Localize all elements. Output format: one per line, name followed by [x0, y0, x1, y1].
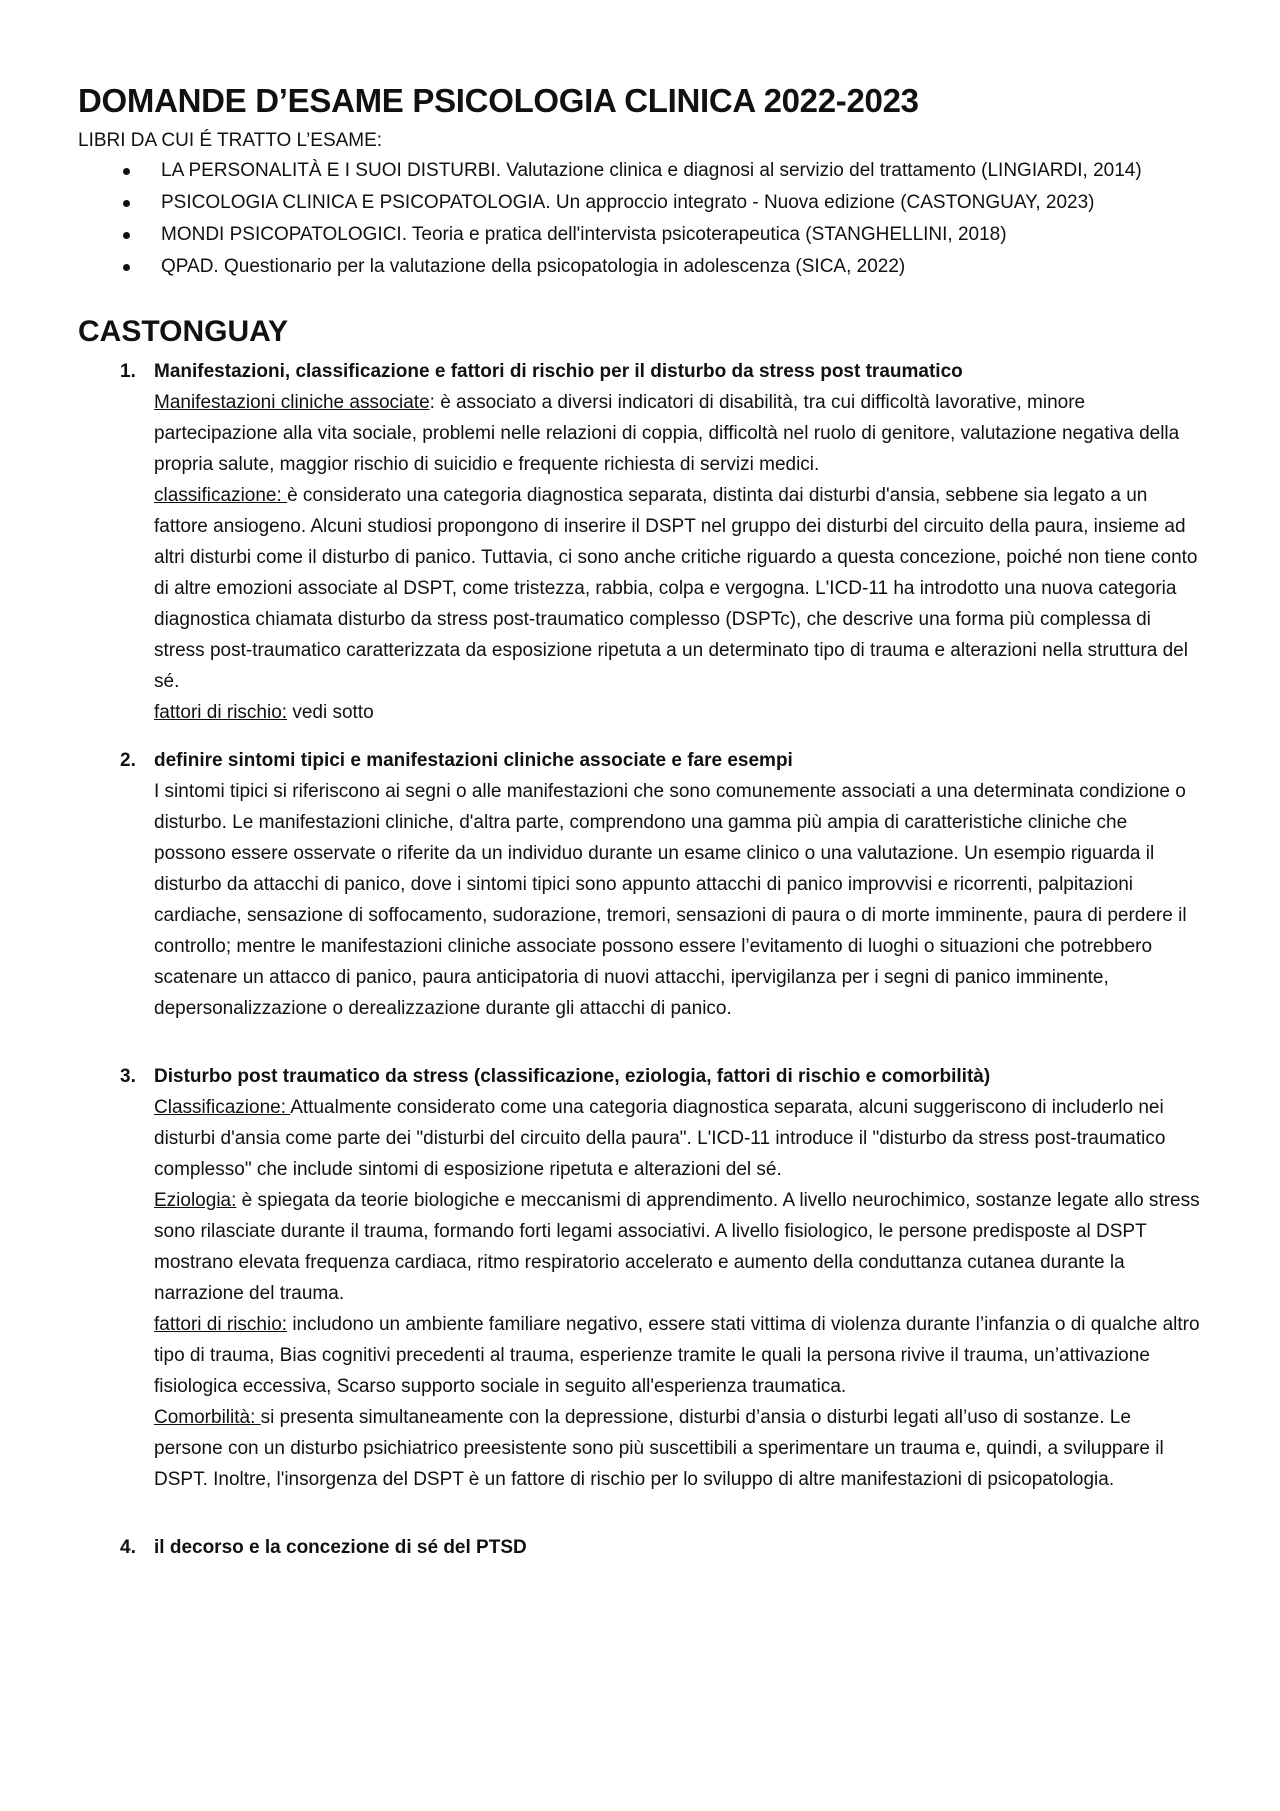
- answer-paragraph: [154, 387, 1202, 480]
- bullet-icon: [123, 264, 130, 271]
- question-number: 1.: [120, 361, 136, 382]
- questions-list: [78, 356, 1202, 1563]
- answer-text: I sintomi tipici si riferiscono ai segni o alle manifestazioni che sono comunemente associati a una determinata condizione o disturbo. Le manifestazioni cliniche, d'altra parte, comprendono una gamma più ampia di caratteristiche cliniche che possono essere osservate o riferite da un individuo durante un esame clinico o una valutazione. Un esempio riguarda il disturbo da attacchi di panico, dove i sintomi tipici sono appunto attacchi di panico improvvisi e ricorrenti, palpitazioni cardiache, sensazione di soffocamento, sudorazione, tremori, sensazioni di paura o di morte imminente, paura di perdere il controllo; mentre le manifestazioni cliniche associate possono essere l’evitamento di luoghi o situazioni che potrebbero scatenare un attacco di panico, paura anticipatoria di nuovi attacchi, ipervigilanza per i segni di panico imminente, depersonalizzazione o derealizzazione durante gli attacchi di panico.: [154, 781, 1187, 1019]
- question-title: Manifestazioni, classificazione e fattori di rischio per il disturbo da stress post traumatico: [154, 361, 963, 382]
- answer-paragraph: [154, 480, 1202, 697]
- answer-text: vedi sotto: [287, 702, 374, 723]
- books-heading: LIBRI DA CUI É TRATTO L’ESAME:: [78, 130, 383, 151]
- answer-text: è considerato una categoria diagnostica separata, distinta dai disturbi d'ansia, sebbene sia legato a un fattore ansiogeno. Alcuni studiosi propongono di inserire il DSPT nel gruppo dei disturbi del circuito della paura, insieme ad altri disturbi come il disturbo di panico. Tuttavia, ci sono anche critiche riguardo a questa concezione, poiché non tiene conto di altre emozioni associate al DSPT, come tristezza, rabbia, colpa e vergogna. L'ICD-11 ha introdotto una nuova categoria diagnostica chiamata disturbo da stress post-traumatico complesso (DSPTc), che descrive una forma più complessa di stress post-traumatico caratterizzata da esposizione ripetuta a un determinato tipo di trauma e alterazioni nella struttura del sé.: [154, 485, 1198, 692]
- bullet-icon: [123, 168, 130, 175]
- book-item: [78, 252, 1202, 282]
- question-body: [154, 387, 1202, 728]
- question-title: definire sintomi tipici e manifestazioni cliniche associate e fare esempi: [154, 750, 793, 771]
- book-text: MONDI PSICOPATOLOGICI. Teoria e pratica dell'intervista psicoterapeutica (STANGHELLINI, 2018): [161, 224, 1007, 245]
- answer-paragraph: [154, 776, 1202, 1024]
- answer-paragraph: [154, 1309, 1202, 1402]
- question-title: il decorso e la concezione di sé del PTSD: [154, 1537, 527, 1558]
- answer-text: includono un ambiente familiare negativo, essere stati vittima di violenza durante l’infanzia o di qualche altro tipo di trauma, Bias cognitivi precedenti al trauma, esperienze tramite le quali la persona rivive il trauma, un’attivazione fisiologica eccessiva, Scarso supporto sociale in seguito all'esperienza traumatica.: [154, 1314, 1200, 1397]
- question-item: [78, 745, 1202, 1044]
- answer-paragraph: [154, 1402, 1202, 1495]
- question-item: [78, 356, 1202, 728]
- question-body: [154, 1092, 1202, 1495]
- book-text: PSICOLOGIA CLINICA E PSICOPATOLOGIA. Un approccio integrato - Nuova edizione (CASTONGUAY, 2023): [161, 192, 1095, 213]
- bullet-icon: [123, 232, 130, 239]
- answer-label: Comorbilità:: [154, 1407, 261, 1428]
- book-item: [78, 220, 1202, 250]
- question-body: [154, 776, 1202, 1024]
- spacer: [154, 1024, 1202, 1044]
- answer-label: Eziologia:: [154, 1190, 237, 1211]
- bullet-icon: [123, 200, 130, 207]
- question-title: Disturbo post traumatico da stress (classificazione, eziologia, fattori di rischio e comorbilità): [154, 1066, 991, 1087]
- answer-paragraph: [154, 1092, 1202, 1185]
- answer-paragraph: [154, 697, 1202, 728]
- answer-label: classificazione:: [154, 485, 288, 506]
- document-title: DOMANDE D’ESAME PSICOLOGIA CLINICA 2022-2023: [78, 82, 919, 119]
- answer-text: è spiegata da teorie biologiche e meccanismi di apprendimento. A livello neurochimico, sostanze legate allo stress sono rilasciate durante il trauma, formando forti legami associativi. A livello fisiologico, le persone predisposte al DSPT mostrano elevata frequenza cardiaca, ritmo respiratorio accelerato e aumento della conduttanza cutanea durante la narrazione del trauma.: [154, 1190, 1200, 1304]
- question-item: [78, 1061, 1202, 1515]
- book-item: [78, 156, 1202, 186]
- books-list: [78, 156, 1202, 282]
- answer-text: Attualmente considerato come una categoria diagnostica separata, alcuni suggeriscono di includerlo nei disturbi d'ansia come parte dei "disturbi del circuito della paura". L'ICD-11 introduce il "disturbo da stress post-traumatico complesso" che include sintomi di esposizione ripetuta e alterazioni del sé.: [154, 1097, 1166, 1180]
- question-number: 3.: [120, 1066, 136, 1087]
- answer-text: : è associato a diversi indicatori di disabilità, tra cui difficoltà lavorative, minore partecipazione alla vita sociale, problemi nelle relazioni di coppia, difficoltà nel ruolo di genitore, valutazione negativa della propria salute, maggior rischio di suicidio e frequente richiesta di servizi medici.: [154, 392, 1180, 475]
- answer-text: si presenta simultaneamente con la depressione, disturbi d’ansia o disturbi legati all’uso di sostanze. Le persone con un disturbo psichiatrico preesistente sono più suscettibili a sperimentare un trauma e, quindi, a sviluppare il DSPT. Inoltre, l'insorgenza del DSPT è un fattore di rischio per lo sviluppo di altre manifestazioni di psicopatologia.: [154, 1407, 1164, 1490]
- answer-paragraph: [154, 1185, 1202, 1309]
- answer-label: fattori di rischio:: [154, 702, 288, 723]
- question-number: 2.: [120, 750, 136, 771]
- answer-label: fattori di rischio:: [154, 1314, 288, 1335]
- question-number: 4.: [120, 1537, 136, 1558]
- book-text: QPAD. Questionario per la valutazione della psicopatologia in adolescenza (SICA, 2022): [161, 256, 906, 277]
- section-title: CASTONGUAY: [78, 315, 289, 348]
- book-text: LA PERSONALITÀ E I SUOI DISTURBI. Valutazione clinica e diagnosi al servizio del trattamento (LINGIARDI, 2014): [161, 160, 1142, 181]
- question-item: [78, 1532, 1202, 1563]
- answer-label: Manifestazioni cliniche associate: [154, 392, 430, 413]
- spacer: [154, 1495, 1202, 1515]
- book-item: [78, 188, 1202, 218]
- answer-label: Classificazione:: [154, 1097, 291, 1118]
